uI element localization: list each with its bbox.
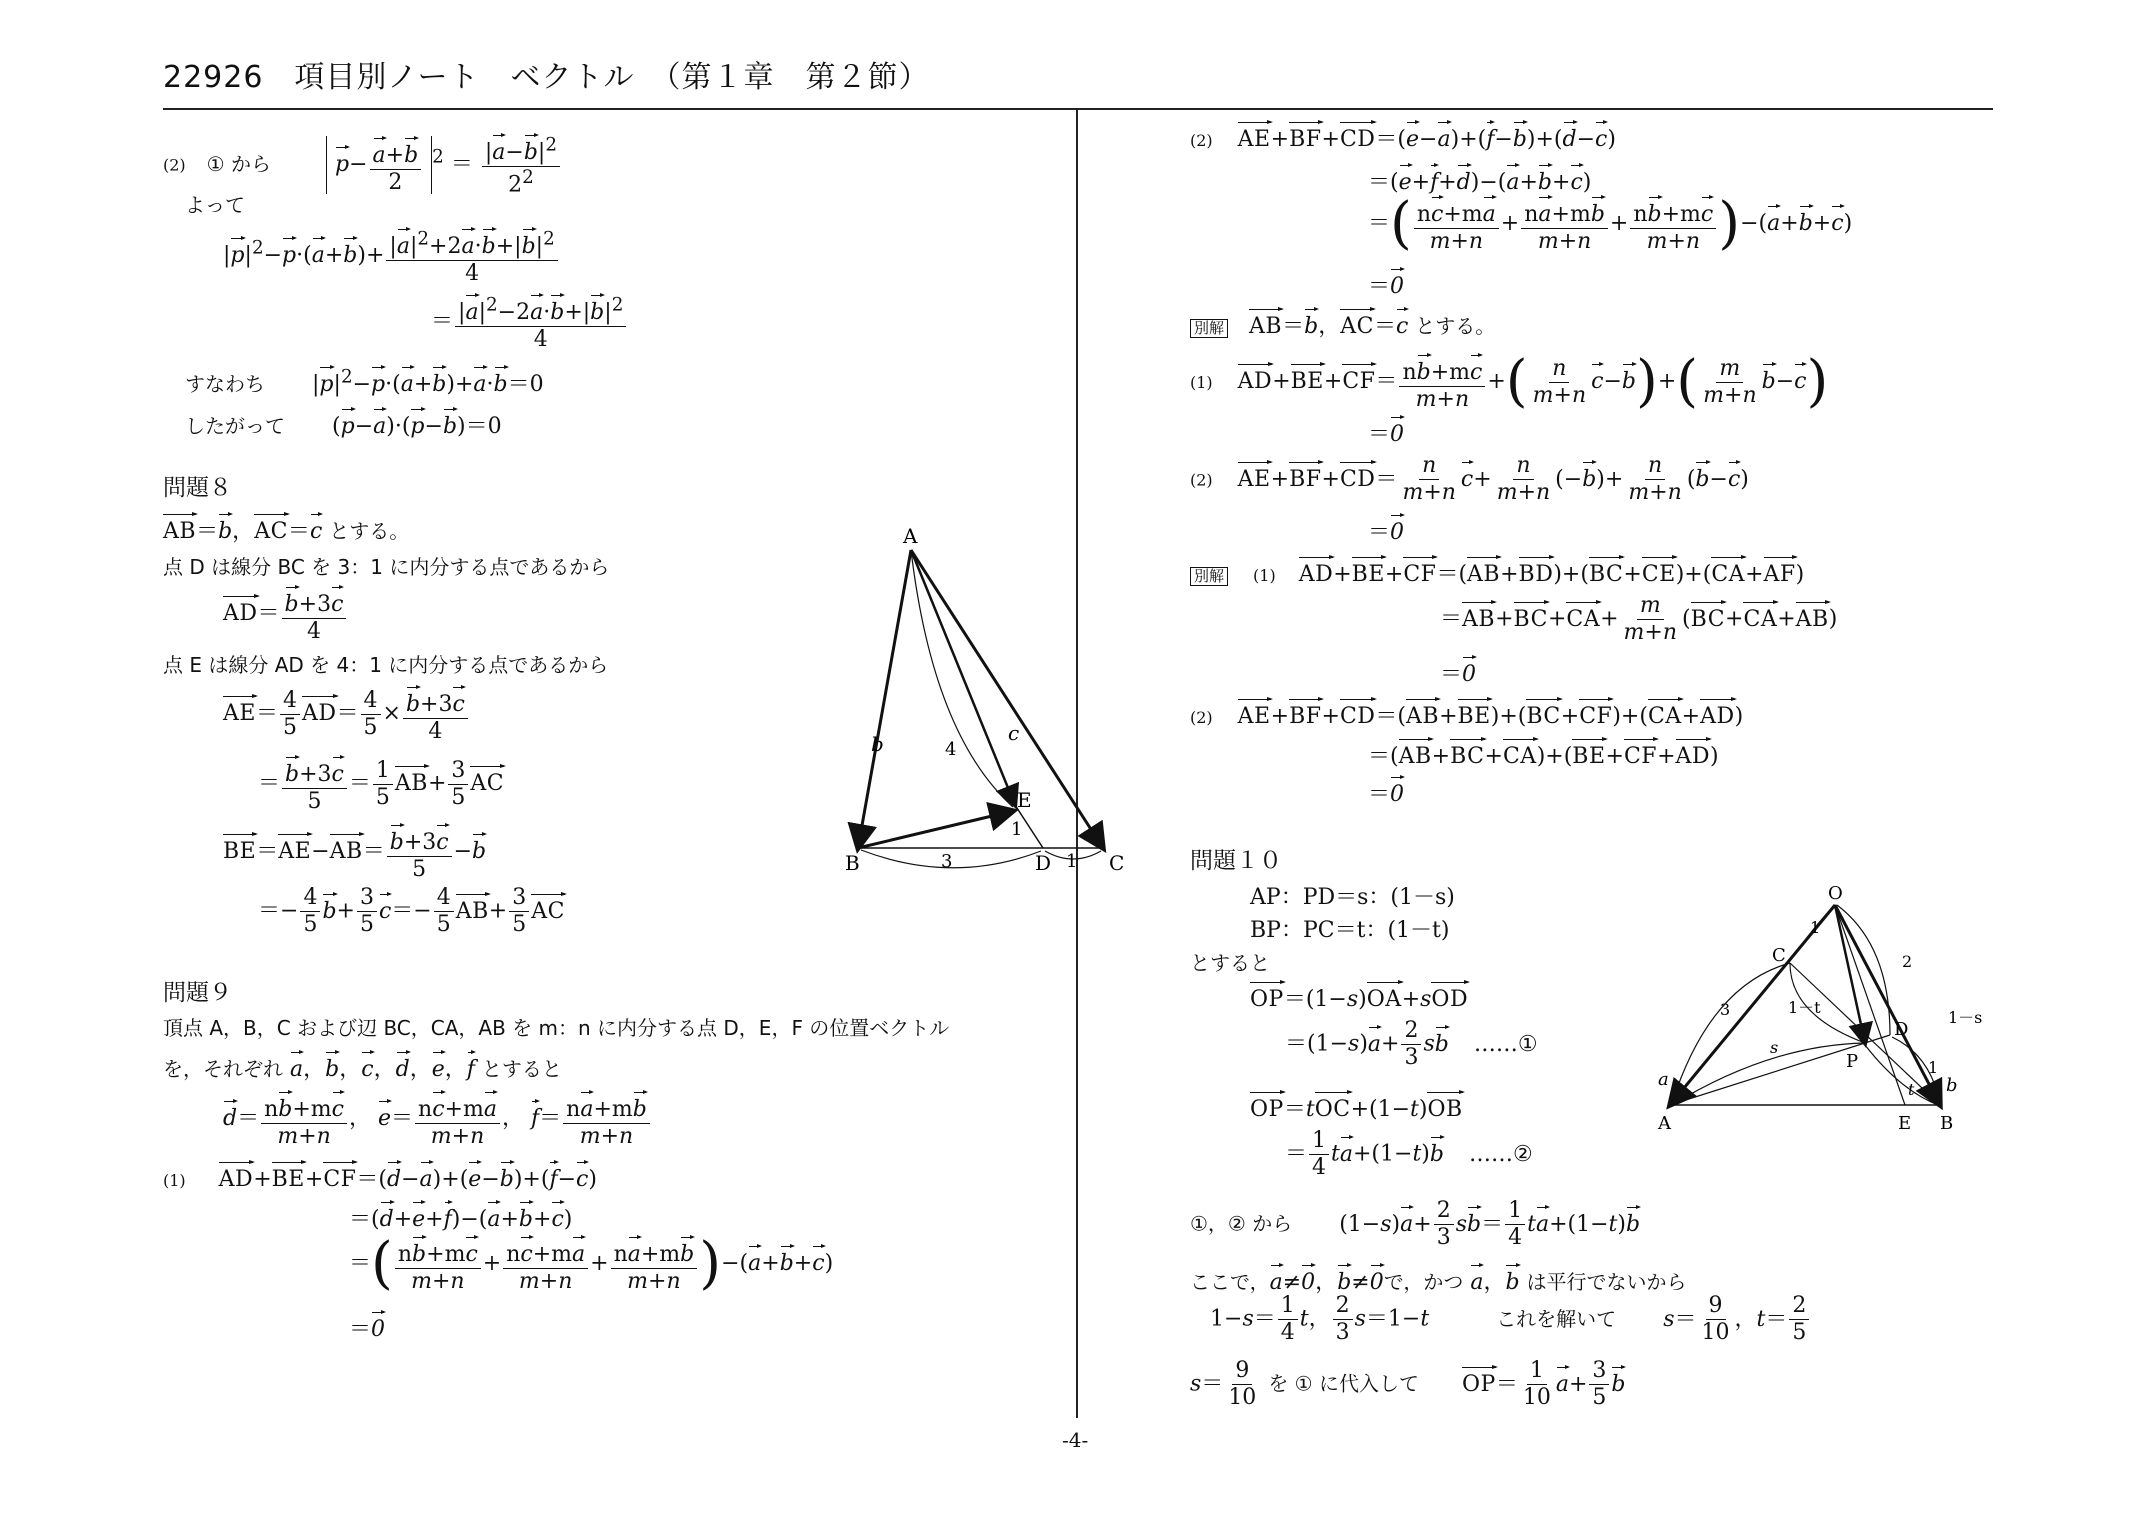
q10-tosuru: とすると <box>1190 951 1270 975</box>
label-a: A <box>1658 1113 1671 1134</box>
left-column <box>163 115 1125 1415</box>
eq-be2: ＝− $\frac{4}{5}$ b+ $\frac{3}{5}$ c＝− $\frac{4}{5}$ AB+ $\frac{3}{5}$ AC <box>258 885 565 937</box>
label-d: D <box>1894 1019 1909 1040</box>
q9-part1-l3: ＝( $\frac{nb+mc}{m+n}$ + $\frac{nc+ma}{m+n}$ + $\frac{na+mb}{m+n}$ )−(a+b+c) <box>349 1231 834 1296</box>
alt2-part1-l1: 別解 (1) AD+BE+CF＝(AB+BD)+(BC+CE)+(CA+AF) <box>1190 555 1804 586</box>
alt-part2-l2: ＝0 <box>1368 513 1404 544</box>
sunawachi-line: すなわち $|p|^2-p\cdot(a+b)+a\cdot b=0$ <box>185 366 544 397</box>
label-ratio-2: 2 <box>1902 952 1913 971</box>
label-d: D <box>1035 851 1052 875</box>
segment-oe <box>1835 905 1905 1105</box>
eq-op1b: ＝(1−s)a+ $\frac{2}{3}$ sb ……① <box>1285 1018 1538 1070</box>
q9-position-vectors: d＝ $\frac{nb+mc}{m+n}$ ， e＝ $\frac{nc+ma}{m+n}$ ， f＝ $\frac{na+mb}{m+n}$ <box>223 1090 652 1148</box>
yotte: よって <box>185 193 245 217</box>
q9-part2-l3: ＝( $\frac{nc+ma}{m+n}$ + $\frac{na+mb}{m+n}$ + $\frac{nb+mc}{m+n}$ )−(a+b+c) <box>1368 191 1853 256</box>
label-ratio-1: 1 <box>1810 918 1821 937</box>
alt-setup: 別解 AB＝b，AC＝c とする。 <box>1190 307 1495 338</box>
q9-part1-l4: ＝0 <box>349 1310 385 1341</box>
label-a: A <box>903 524 918 548</box>
independence-line: ここで，a≠0，b≠0で，かつ a，b は平行でないから <box>1190 1263 1687 1294</box>
solve-line: 1−s＝ $\frac{1}{4}$ t， $\frac{2}{3}$ s＝1−t これを解いて s＝ $\frac{9}{10}$ ，t＝ $\frac{2}{5}$ <box>1210 1295 1811 1344</box>
eq-circle: p− $\frac{a+b}{2}$ $^2$ ＝ $\frac{|a-b|^2}{2^2}$ <box>326 152 562 177</box>
label-c: C <box>1109 851 1125 875</box>
vector-be-arrow <box>858 811 1013 848</box>
q10-ratio-bp: BP：PC＝t：(1－t) <box>1250 918 1450 943</box>
vector-ob-arrow <box>1835 905 1940 1105</box>
label-o: O <box>1828 885 1843 904</box>
part-label: (2) <box>163 155 186 175</box>
eq-expand-rhs: ＝ $\frac{|a|^2-2a\cdot b+|b|^2}{4}$ <box>431 293 628 351</box>
label-one-minus-s: 1－s <box>1948 1008 1983 1027</box>
label-b: B <box>845 851 860 875</box>
alt-part1-l2: ＝0 <box>1368 415 1404 446</box>
label-e: E <box>1898 1113 1912 1134</box>
label-t: t <box>1908 1080 1915 1099</box>
q10-ratio-ap: AP：PD＝s：(1－s) <box>1250 885 1455 910</box>
q9-line1: 頂点 A，B，C および辺 BC，CA，AB を m：n に内分する点 D，E，F の位置ベクトル <box>163 1016 950 1040</box>
q9-part2-l4: ＝0 <box>1368 267 1404 298</box>
eq-op1: OP＝(1−s)OA+sOD <box>1250 980 1468 1011</box>
label-s: s <box>1770 1038 1779 1057</box>
q8-setup: AB＝b，AC＝c とする。 <box>163 512 409 543</box>
label-ratio-1: 1 <box>1011 819 1023 840</box>
q8-point-d: 点 D は線分 BC を 3：1 に内分する点であるから <box>163 555 610 579</box>
eq-ae2: ＝ $\frac{b+3c}{5}$ ＝ $\frac{1}{5}$ AB+ $\frac{3}{5}$ AC <box>258 755 504 813</box>
label-c: C <box>1772 945 1786 966</box>
eq-ae: AE＝ $\frac{4}{5}$ AD＝ $\frac{4}{5}$ × $\frac{b+3c}{4}$ <box>223 685 470 743</box>
q9-part1-l1: (1) AD+BE+CF＝(d−a)+(e−b)+(f−c) <box>163 1160 597 1191</box>
q9-part2-l2: ＝(e+f+d)−(a+b+c) <box>1368 163 1591 194</box>
eq-op2: OP＝tOC+(1−t)OB <box>1250 1090 1463 1121</box>
q9-title: 問題９ <box>163 980 232 1006</box>
right-column <box>1190 115 2010 1415</box>
eq-ad: AD＝ $\frac{b+3c}{4}$ <box>223 585 348 643</box>
label-ratio-3: 3 <box>1720 1000 1731 1019</box>
vector-ae-arrow <box>911 550 1015 805</box>
page-number: -4- <box>1062 1428 1089 1452</box>
eq-op2b: ＝ $\frac{1}{4}$ ta+(1−t)b ……② <box>1285 1128 1533 1180</box>
final-line: s＝ $\frac{9}{10}$ を ① に代入して OP＝ $\frac{1}{10}$ a+ $\frac{3}{5}$ b <box>1190 1358 1626 1410</box>
eq-be: BE＝AE−AB＝ $\frac{b+3c}{5}$ −b <box>223 823 486 881</box>
vector-ab-arrow <box>858 550 911 848</box>
eq-combine: ①，② から (1−s)a+ $\frac{2}{3}$ sb＝ $\frac{1}{4}$ ta+(1−t)b <box>1190 1198 1641 1250</box>
segment-cb <box>1790 963 1940 1105</box>
q9-part1-l2: ＝(d+e+f)−(a+b+c) <box>349 1200 572 1231</box>
label-one-minus-t: 1－t <box>1788 998 1821 1017</box>
header-rule <box>163 108 1993 110</box>
alt2-part1-l2: ＝AB+BC+CA+ $\frac{m}{m+n}$ (BC+CA+AB) <box>1440 593 1838 645</box>
q8-title: 問題８ <box>163 475 232 501</box>
shitagatte-line: したがって (p−a)·(p−b)＝0 <box>185 407 502 438</box>
page-header: 22926 項目別ノート ベクトル （第１章 第２節） <box>163 60 930 95</box>
label-vec-b: b <box>871 732 884 756</box>
label-vec-c: c <box>1008 721 1020 745</box>
from-1: ① から <box>206 151 271 176</box>
alt-part1-l1: (1) AD+BE+CF＝ $\frac{nb+mc}{m+n}$ +( $\frac{n}{m+n}$ c−b)+( $\frac{m}{m+n}$ b−c) <box>1190 349 1829 414</box>
label-ratio-3: 3 <box>941 851 953 872</box>
label-ratio-1b: 1 <box>1928 1058 1939 1077</box>
part2-intro <box>163 133 562 196</box>
label-ratio-4: 4 <box>945 739 957 760</box>
q10-title: 問題１０ <box>1190 848 1282 874</box>
label-e: E <box>1017 788 1032 812</box>
q8-point-e: 点 E は線分 AD を 4：1 に内分する点であるから <box>163 653 609 677</box>
alt2-part2-l2: ＝(AB+BC+CA)+(BE+CF+AD) <box>1368 737 1719 768</box>
alt2-part2-l1: (2) AE+BF+CD＝(AB+BE)+(BC+CF)+(CA+AD) <box>1190 697 1743 728</box>
alt-part2-l1: (2) AE+BF+CD＝ $\frac{n}{m+n}$ c+ $\frac{n}{m+n}$ (−b)+ $\frac{n}{m+n}$ (b−c) <box>1190 453 1749 505</box>
label-p: P <box>1846 1051 1859 1072</box>
alt2-part2-l3: ＝0 <box>1368 775 1404 806</box>
vector-op-arrow <box>1835 905 1865 1043</box>
q10-triangle-figure <box>1650 885 2010 1145</box>
label-vec-b: b <box>1946 1075 1958 1096</box>
label-b: B <box>1940 1113 1954 1134</box>
q9-part2-l1: (2) AE+BF+CD＝(e−a)+(f−b)+(d−c) <box>1190 120 1616 151</box>
q9-line2: を，それぞれ a，b，c，d，e，f とすると <box>163 1050 562 1081</box>
label-vec-a: a <box>1658 1069 1669 1090</box>
eq-expand: $|p|^2-p\cdot(a+b)+$ $\frac{|a|^2+2a\cdot b+|b|^2}{4}$ <box>223 227 560 285</box>
q8-triangle-figure <box>673 515 1133 885</box>
vector-ac-arrow <box>911 550 1103 848</box>
alt2-part1-l3: ＝0 <box>1440 655 1476 686</box>
label-ratio-1b: 1 <box>1066 851 1078 872</box>
